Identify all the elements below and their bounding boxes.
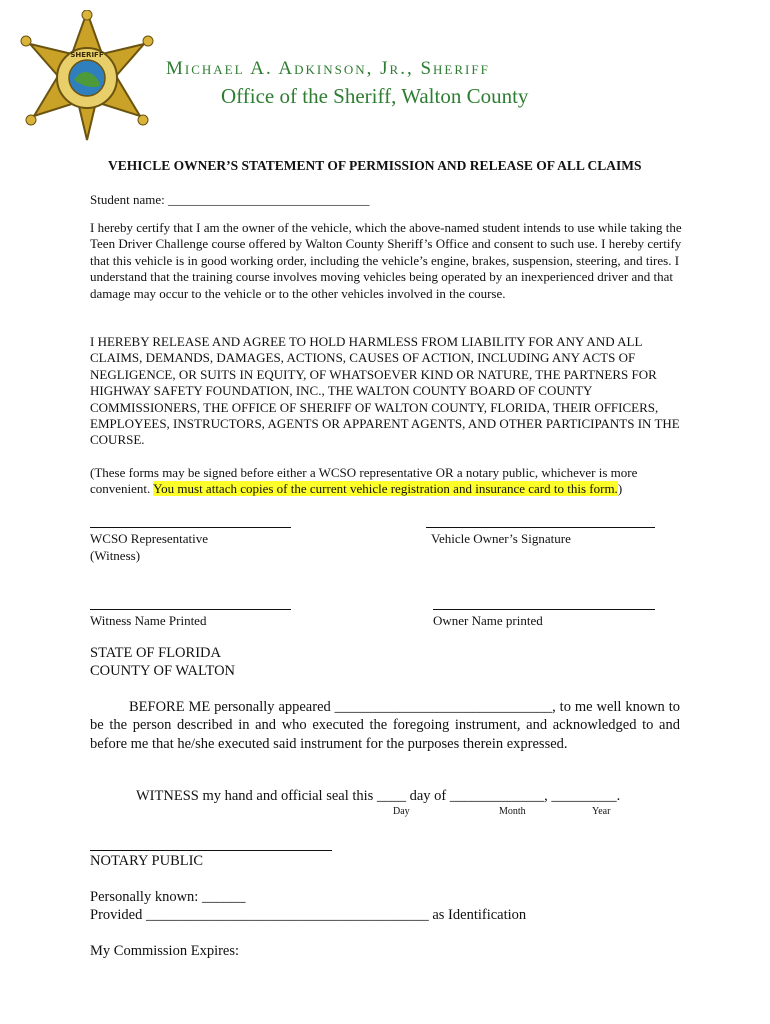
commission-expires-label: My Commission Expires: bbox=[90, 943, 240, 959]
release-paragraph: I HEREBY RELEASE AND AGREE TO HOLD HARMLESS FROM LIABILITY FOR ANY AND ALL CLAIMS, DEMANDS, DAMAGES, ACTIONS, CAUSES OF ACTION, INCLUDING ANY ACTS OF NEGLIGENCE, OR SUITS IN EQUITY, OF WHATSOEVER KIND OR NATURE, THE PARTNERS FOR HIGHWAY SAFETY FOUNDATION, INC., THE WALTON COUNTY BOARD OF COUNTY COMMISSIONERS, THE OFFICE OF SHERIFF OF WALTON COUNTY, FLORIDA, THEIR OFFICERS, EMPLOYEES, INSTRUCTORS, AGENTS OR APPARENT AGENTS, AND OTHER PARTICIPANTS IN THE COURSE. bbox=[90, 334, 680, 448]
witness-name-printed-label: Witness Name Printed bbox=[90, 613, 207, 628]
county-label: COUNTY OF WALTON bbox=[90, 663, 236, 679]
month-caption: Month bbox=[499, 806, 526, 817]
office-heading: Office of the Sheriff, Walton County bbox=[221, 84, 529, 108]
notary-acknowledgment-paragraph: BEFORE ME personally appeared ______________________________, to me well known to be the person described in and who executed the foregoing instrument, and acknowledged to and before me that he/she executed said instrument for the purposes therein expressed. bbox=[90, 699, 680, 752]
witness-name-line[interactable] bbox=[90, 609, 291, 610]
owner-signature-label: Vehicle Owner’s Signature bbox=[431, 531, 571, 546]
wcso-rep-signature-line[interactable] bbox=[90, 527, 291, 528]
notary-public-label: NOTARY PUBLIC bbox=[90, 853, 204, 869]
owner-name-line[interactable] bbox=[433, 609, 655, 610]
year-caption: Year bbox=[592, 806, 611, 817]
witness-label: (Witness) bbox=[90, 548, 141, 563]
provided-identification-field[interactable]: Provided _______________________________________ as Identification bbox=[90, 907, 527, 923]
student-name-field[interactable]: Student name: _______________________________ bbox=[90, 192, 370, 207]
owner-signature-line[interactable] bbox=[426, 527, 655, 528]
notary-signature-line[interactable] bbox=[90, 850, 332, 851]
witness-seal-line[interactable]: WITNESS my hand and official seal this ____ day of _____________, _________. bbox=[136, 788, 621, 804]
owner-name-printed-label: Owner Name printed bbox=[433, 613, 543, 628]
day-caption: Day bbox=[393, 806, 410, 817]
signing-note-paragraph bbox=[90, 465, 690, 498]
wcso-rep-label: WCSO Representative bbox=[90, 531, 209, 546]
signing-note-text: (These forms may be signed before either a WCSO representative OR a notary public, whichever is more convenient. bbox=[90, 465, 638, 497]
personally-known-field[interactable]: Personally known: ______ bbox=[90, 889, 246, 905]
sheriff-star-badge-icon bbox=[16, 10, 158, 142]
document-title: VEHICLE OWNER’S STATEMENT OF PERMISSION AND RELEASE OF ALL CLAIMS bbox=[108, 158, 642, 173]
badge-text: SHERIFF bbox=[70, 51, 104, 59]
attach-copies-highlight: You must attach copies of the current vehicle registration and insurance card to this form. bbox=[153, 481, 618, 497]
state-label: STATE OF FLORIDA bbox=[90, 645, 221, 661]
signing-note-close: ) bbox=[617, 481, 623, 497]
sheriff-name-heading: Michael A. Adkinson, Jr., Sheriff bbox=[166, 58, 490, 79]
certification-paragraph: I hereby certify that I am the owner of the vehicle, which the above-named student intends to use while taking the Teen Driver Challenge course offered by Walton County Sheriff’s Office and consent to such use. I hereby certify that this vehicle is in good working order, including the vehicle’s engine, brakes, suspension, steering, and tires. I understand that the training course involves moving vehicles being operated by an inexperienced driver and that damage may occur to the vehicle or to the other vehicles involved in the course. bbox=[90, 220, 682, 301]
